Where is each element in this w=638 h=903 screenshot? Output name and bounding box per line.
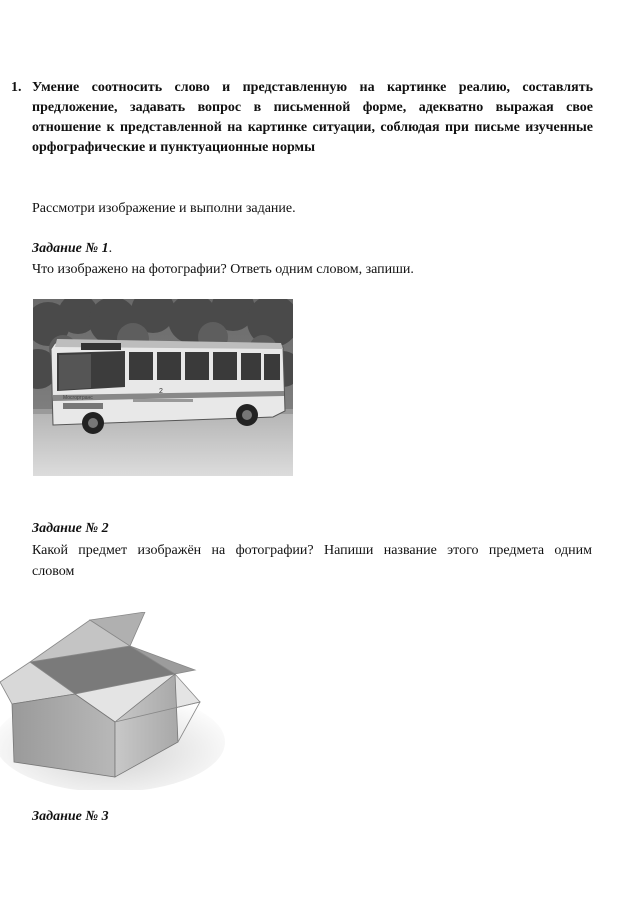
task3-label: Задание № 3 — [32, 809, 109, 824]
bus-route-number: 2 — [159, 388, 163, 395]
section-heading — [11, 78, 593, 158]
task2-label: Задание № 2 — [32, 521, 109, 536]
task1-label: Задание № 1 — [32, 241, 109, 256]
task1-title — [32, 238, 592, 259]
task2-question: Какой предмет изображён на фотографии? Напиши название этого предмета одним словом — [32, 543, 592, 579]
task1-label-dot: . — [108, 241, 113, 256]
instruction-text: Рассмотри изображение и выполни задание. — [32, 201, 296, 216]
task1-question: Что изображено на фотографии? Ответь одним словом, запиши. — [32, 262, 414, 277]
cardboard-box-photo — [0, 612, 230, 790]
task2-title — [32, 518, 592, 539]
section-heading-text: Умение соотносить слово и представленную на картинке реалию, составлять предложение, задавать вопрос в письменной форме, адекватно выражая свое отношение к представленной на картинке ситуации, соблюдая при письме изученные орфографические и пунктуационные нормы — [32, 80, 593, 155]
bus-side-text: Мосгортранс — [63, 395, 93, 401]
bus-photo — [33, 299, 293, 476]
section-number: 1. — [11, 80, 22, 95]
task3-title — [32, 806, 592, 827]
